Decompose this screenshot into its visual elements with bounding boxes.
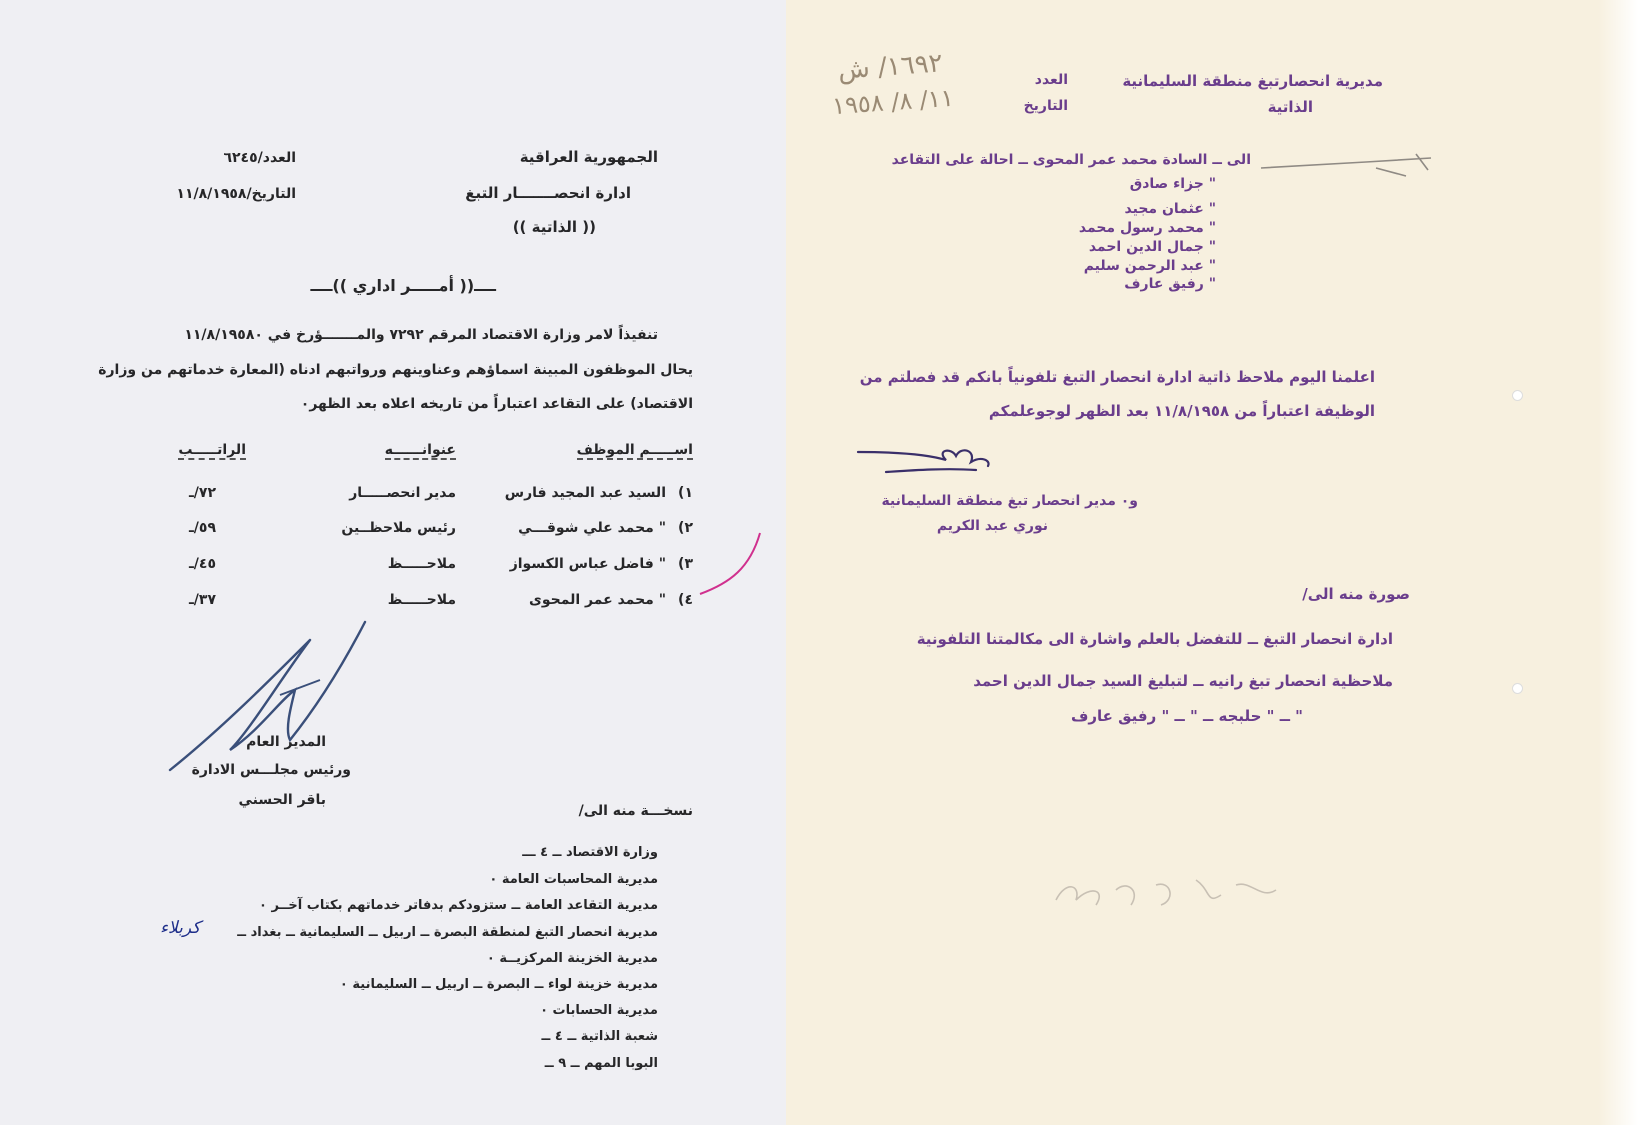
body-line-2: الوظيفة اعتباراً من ١١/٨/١٩٥٨ بعد الظهر لوجوعلمكم <box>988 402 1375 420</box>
list-item: البوبا المهم ــ ٩ ــ <box>544 1056 658 1071</box>
employee-name: " محمد علي شوقـــي <box>518 520 666 536</box>
pencil-scribble-mark <box>1256 148 1436 188</box>
employee-title: مدير انحصـــــار <box>349 485 456 501</box>
list-item: " رفيق عارف <box>1124 276 1216 292</box>
body-line-1: اعلمنا اليوم ملاحظ ذاتية ادارة انحصار التبغ تلفونياً بانكم قد فصلتم من <box>859 368 1375 386</box>
employee-title: ملاحـــــظ <box>387 592 456 608</box>
list-item: " عبد الرحمن سليم <box>1083 258 1216 274</box>
director-signature <box>160 620 400 780</box>
directorate-heading: مديرية انحصارتبغ منطقة السليمانية <box>1122 72 1383 90</box>
section-heading: الذاتية <box>1267 98 1313 116</box>
list-item: مديرية الخزينة المركزيــة ٠ <box>486 951 658 966</box>
header-title: عنوانــــــه <box>384 442 456 458</box>
list-item: مديرية المحاسبات العامة ٠ <box>489 872 658 887</box>
signatory-role-2: ورئيس مجلـــس الادارة <box>191 762 351 778</box>
copy-to-label: نسخـــة منه الى/ <box>578 803 693 819</box>
list-item: " جزاء صادق <box>1129 176 1216 192</box>
row-number: ٢) <box>678 520 693 536</box>
document-number: العدد/٦٢٤٥ <box>223 150 296 166</box>
date-label: التاريخ <box>1023 98 1068 114</box>
signatory-line-1: و٠ مدير انحصار تبغ منطقة السليمانية <box>881 493 1138 509</box>
employee-name: السيد عبد المجيد فارس <box>504 485 666 501</box>
row-number: ١) <box>678 485 693 501</box>
republic-heading: الجمهورية العراقية <box>519 148 658 166</box>
list-item: ادارة انحصار التبغ ــ للتفضل بالعلم واشارة الى مكالمتنا التلفونية <box>916 630 1393 648</box>
handwritten-date: ١١/ ٨/ ١٩٥٨ <box>831 83 955 121</box>
right-letter-page <box>786 0 1638 1125</box>
employee-name: " محمد عمر المحوى <box>529 592 666 608</box>
row-number: ٣) <box>678 556 693 572</box>
employee-salary: ٤٥/ـ <box>189 556 216 572</box>
copy-to-label: صورة منه الى/ <box>1302 585 1410 603</box>
employee-title: ملاحـــــظ <box>387 556 456 572</box>
list-item: " محمد رسول محمد <box>1078 220 1216 236</box>
header-employee-name: اســـــم الموظف <box>576 442 693 458</box>
order-title: ــــ(( أمـــــر اداري ))ــــ <box>310 276 496 295</box>
handwritten-karbala: كربلاء <box>160 918 201 938</box>
list-item: " ــ " حلبجه ــ " ــ " رفيق عارف <box>1070 707 1303 725</box>
list-item: شعبة الذاتية ــ ٤ ــ <box>541 1029 658 1044</box>
list-item: ملاحظية انحصار تبغ رانيه ــ لتبليغ السيد جمال الدين احمد <box>973 672 1393 690</box>
list-item: مديرية انحصار التبغ لمنطقة البصرة ــ اربيل ــ السليمانية ــ بغداد ــ <box>237 925 658 940</box>
punch-hole <box>1512 683 1523 694</box>
employee-salary: ٧٢/ـ <box>189 485 216 501</box>
body-line-2: يحال الموظفون المبينة اسماؤهم وعناوينهم ورواتبهم ادناه (المعارة خدماتهم من وزارة <box>98 362 693 378</box>
signatory-name: نوري عبد الكريم <box>936 518 1048 534</box>
section-heading: (( الذاتية )) <box>512 218 596 236</box>
list-item: مديرية التقاعد العامة ــ ستزودكم بدفاتر خدماتهم بكتاب آخــر ٠ <box>258 898 658 913</box>
row-number: ٤) <box>678 592 693 608</box>
department-heading: ادارة انحصـــــــار التبغ <box>465 184 631 202</box>
list-item: " عثمان مجيد <box>1124 201 1216 217</box>
employee-name: " فاضل عباس الكسواز <box>509 556 666 572</box>
left-letter-page <box>0 0 786 1125</box>
manager-signature <box>856 442 996 482</box>
number-label: العدد <box>1034 72 1068 88</box>
list-item: مديرية خزينة لواء ــ البصرة ــ اربيل ــ السليمانية ٠ <box>339 977 658 992</box>
paper-edge <box>1598 0 1638 1125</box>
list-item: وزارة الاقتصاد ــ ٤ ـــ <box>522 845 658 860</box>
signatory-name: باقر الحسني <box>238 792 326 808</box>
document-date: التاريخ/١١/٨/١٩٥٨ <box>176 186 296 202</box>
employee-salary: ٣٧/ـ <box>189 592 216 608</box>
list-item: مديرية الحسابات ٠ <box>540 1003 658 1018</box>
signatory-role-1: المدير العام <box>246 734 326 750</box>
punch-hole <box>1512 390 1523 401</box>
list-item: الى ــ السادة محمد عمر المحوى ــ احالة على التقاعد <box>891 152 1251 168</box>
body-line-1: تنفيذاً لامر وزارة الاقتصاد المرقم ٧٢٩٢ والمـــــــؤرخ في ١١/٨/١٩٥٨٠ <box>184 327 658 343</box>
faint-pencil-notes <box>1036 860 1296 930</box>
magenta-pen-mark <box>690 528 770 598</box>
header-salary: الراتـــــب <box>178 442 246 458</box>
handwritten-number: ١٦٩٢/ ش <box>837 48 944 86</box>
employee-salary: ٥٩/ـ <box>189 520 216 536</box>
body-line-3: الاقتصاد) على التقاعد اعتباراً من تاريخه اعلاه بعد الظهر٠ <box>300 396 693 412</box>
employee-title: رئيس ملاحظــين <box>341 520 456 536</box>
list-item: " جمال الدين احمد <box>1088 239 1216 255</box>
